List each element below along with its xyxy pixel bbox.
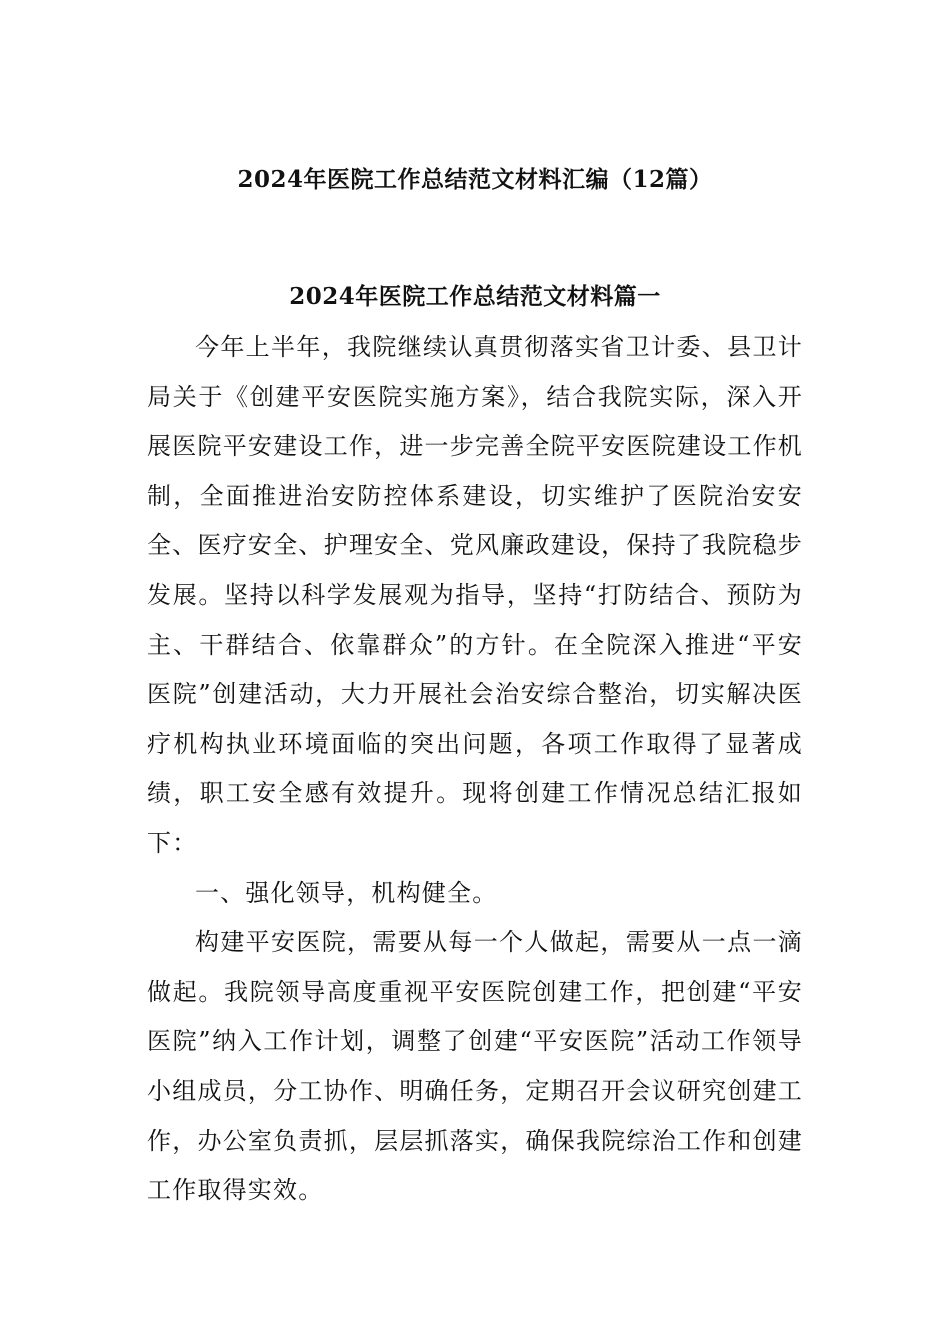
paragraph-intro: 今年上半年，我院继续认真贯彻落实省卫计委、县卫计局关于《创建平安医院实施方案》，结合我院实际，深入开展医院平安建设工作，进一步完善全院平安医院建设工作机制，全面推进治安防控体系建设，切实维护了医院治安安全、医疗安全、护理安全、党风廉政建设，保持了我院稳步发展。坚持以科学发展观为指导，坚持“打防结合、预防为主、干群结合、依靠群众”的方针。在全院深入推进“平安医院”创建活动，大力开展社会治安综合整治，切实解决医疗机构执业环境面临的突出问题，各项工作取得了显著成绩，职工安全感有效提升。现将创建工作情况总结汇报如下： [147,333,803,857]
body-text [147,323,803,1216]
paragraph-heading-1: 一、强化领导，机构健全。 [195,878,498,907]
document-title: 2024年医院工作总结范文材料汇编（12篇） [237,166,713,193]
section-title: 2024年医院工作总结范文材料篇一 [289,283,661,310]
paragraph-body-1: 构建平安医院，需要从每一个人做起，需要从一点一滴做起。我院领导高度重视平安医院创建工作，把创建“平安医院”纳入工作计划，调整了创建“平安医院”活动工作领导小组成员，分工协作、明确任务，定期召开会议研究创建工作，办公室负责抓，层层抓落实，确保我院综治工作和创建工作取得实效。 [147,928,803,1205]
